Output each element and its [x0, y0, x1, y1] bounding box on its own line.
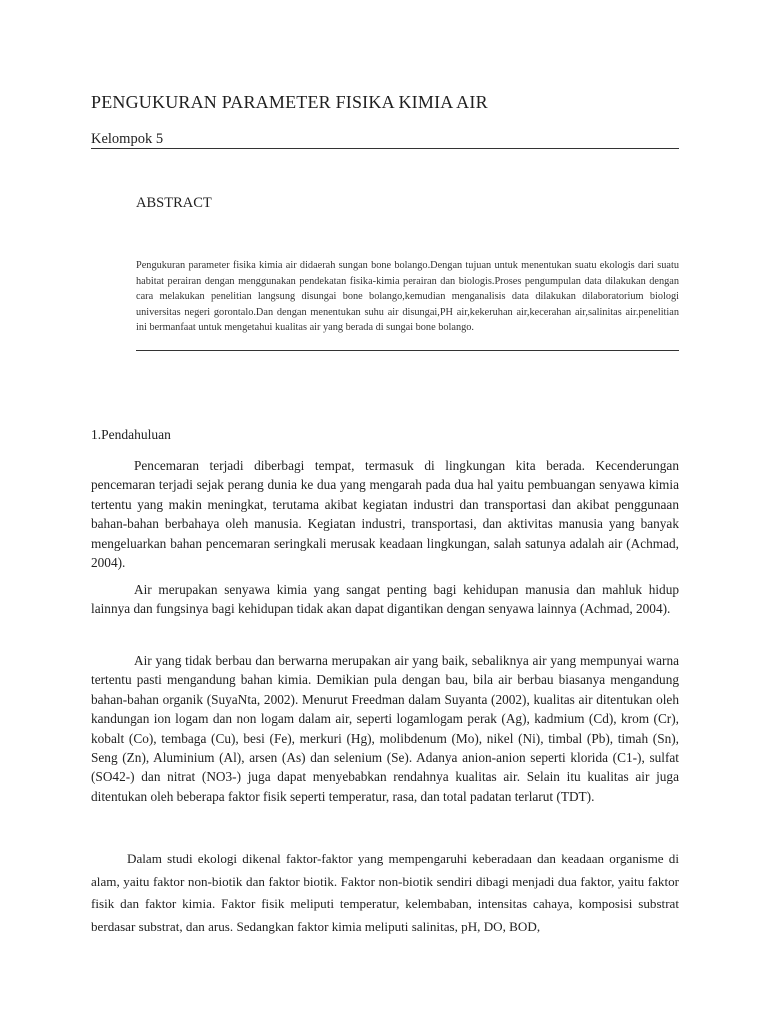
abstract-divider [136, 350, 679, 351]
abstract-heading: ABSTRACT [136, 195, 212, 211]
paragraph-1: Pencemaran terjadi diberbagi tempat, termasuk di lingkungan kita berada. Kecenderungan pencemaran terjadi sejak perang dunia ke dua yang mengarah pada dua hal yaitu pembuangan senyawa kimia tertentu yang makin meningkat, terutama akibat kegiatan industri dan transportasi dan akibat penggunaan bahan-bahan berbahaya oleh manusia. Kegiatan industri, transportasi, dan aktivitas manusia yang banyak mengeluarkan bahan pencemaran seringkali merusak keadaan lingkungan, salah satunya adalah air (Achmad, 2004). [91, 458, 679, 571]
paragraph-4: Dalam studi ekologi dikenal faktor-faktor yang mempengaruhi keberadaan dan keadaan organisme di alam, yaitu faktor non-biotik dan faktor biotik. Faktor non-biotik sendiri dibagi menjadi dua faktor, yaitu faktor fisik dan faktor kimia. Faktor fisik meliputi temperatur, kelembaban, intensitas cahaya, komposisi substrat berdasar substrat, dan arus. Sedangkan faktor kimia meliputi salinitas, pH, DO, BOD, [91, 851, 679, 934]
title-divider [91, 148, 679, 149]
abstract-text: Pengukuran parameter fisika kimia air didaerah sungan bone bolango.Dengan tujuan untuk menentukan suatu ekologis dari suatu habitat perairan dengan menggunakan pendekatan fisika-kimia perairan dan biologis.Proses pengumpulan data dilakukan dengan cara melakukan penelitian langsung disungai bone bolango,kemudian menganalisis data dilakukan dilaboratorium biologi universitas negeri gorontalo.Dan dengan menentukan suhu air disungai,PH air,kekeruhan air,kecerahan air,salinitas air.penelitian ini bermanfaat untuk mengetahui kualitas air yang berada di sungai bone bolango. [136, 260, 679, 333]
paragraph-3: Air yang tidak berbau dan berwarna merupakan air yang baik, sebaliknya air yang mempunyai warna tertentu pasti mengandung bahan kimia. Demikian pula dengan bau, bila air berbau biasanya mengandung bahan-bahan organik (SuyaNta, 2002). Menurut Freedman dalam Suyanta (2002), kualitas air ditentukan oleh kandungan ion logam dan non logam dalam air, seperti logamlogam perak (Ag), kadmium (Cd), krom (Cr), kobalt (Co), tembaga (Cu), besi (Fe), merkuri (Hg), molibdenum (Mo), nikel (Ni), timbal (Pb), timah (Sn), Seng (Zn), Aluminium (Al), arsen (As) dan selenium (Se). Adanya anion-anion seperti klorida (C1-), sulfat (SO42-) dan nitrat (NO3-) juga dapat menyebabkan rendahnya kualitas air. Selain itu kualitas air juga ditentukan oleh beberapa faktor fisik seperti temperatur, rasa, dan total padatan terlarut (TDT). [91, 653, 679, 804]
paragraph-2: Air merupakan senyawa kimia yang sangat penting bagi kehidupan manusia dan mahluk hidup lainnya dan fungsinya bagi kehidupan tidak akan dapat digantikan dengan senyawa lainnya (Achmad, 2004). [91, 582, 679, 617]
document-title: PENGUKURAN PARAMETER FISIKA KIMIA AIR [91, 92, 488, 112]
section-heading: 1.Pendahuluan [91, 427, 171, 442]
group-label: Kelompok 5 [91, 131, 164, 147]
